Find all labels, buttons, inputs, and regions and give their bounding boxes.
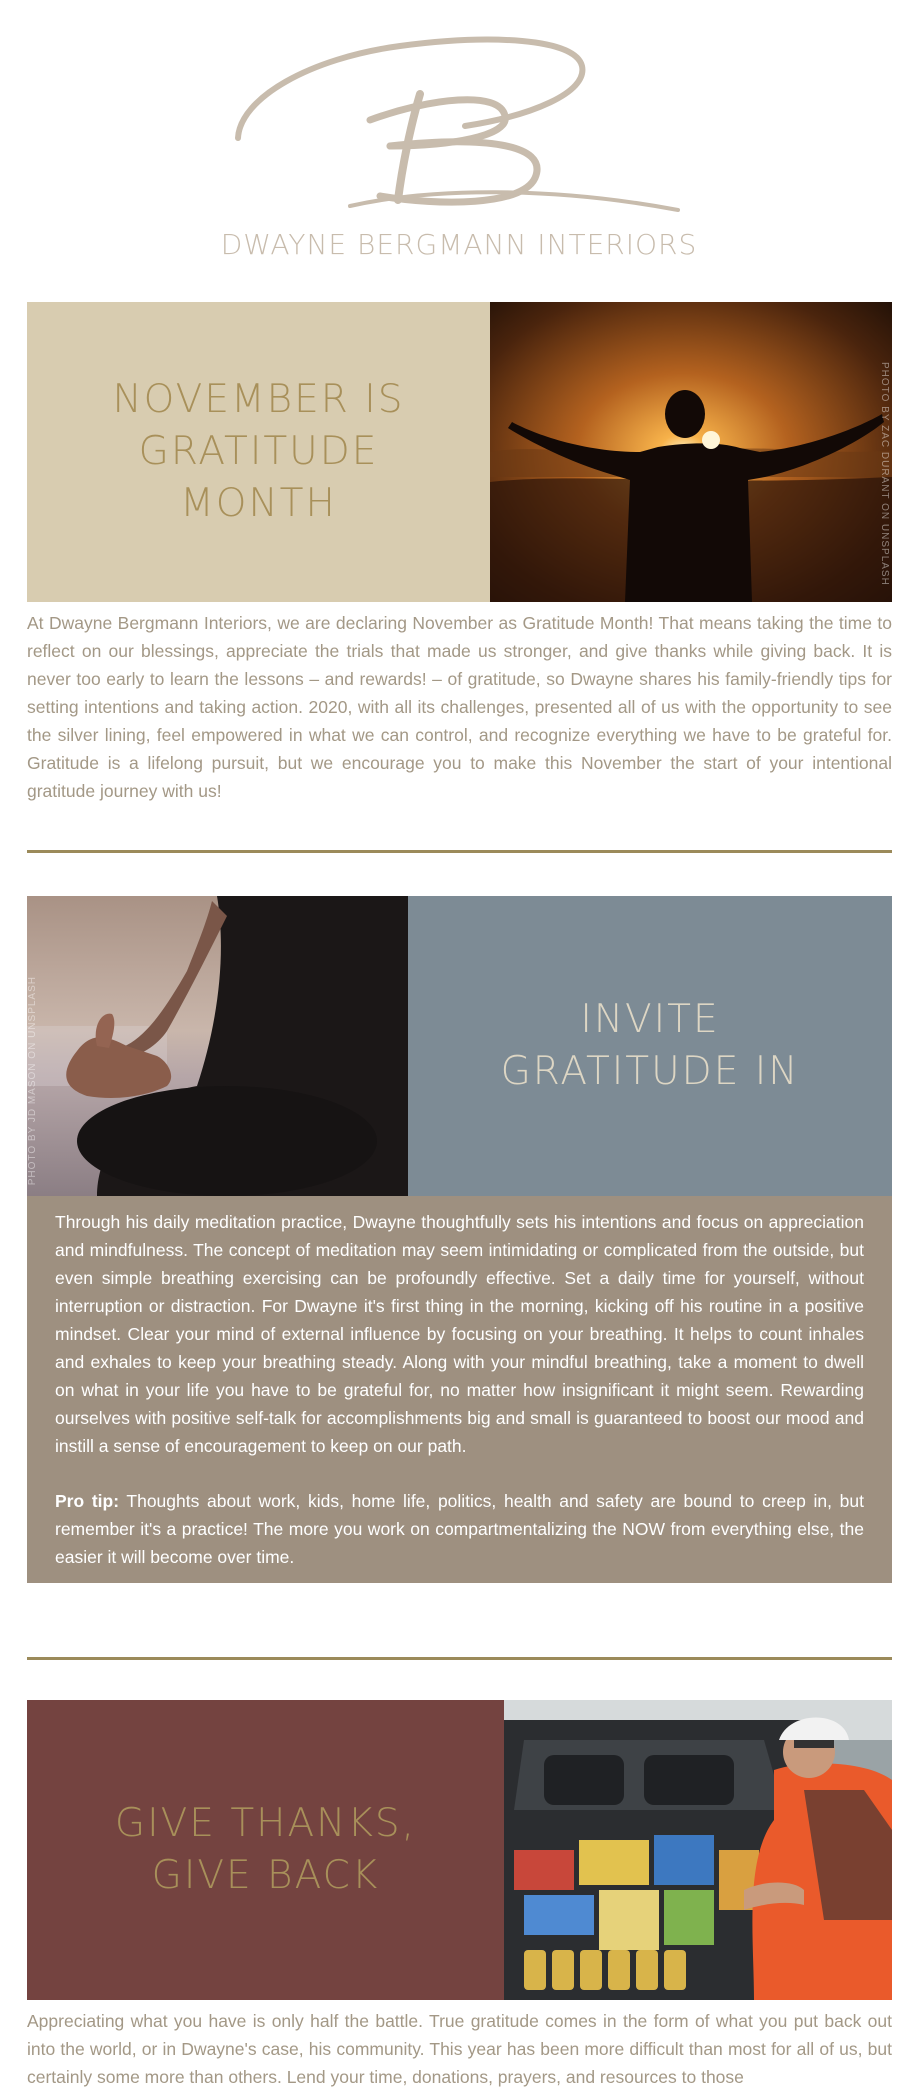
section-body: Appreciating what you have is only half the battle. True gratitude comes in the form of what you put back out into the world, or in Dwayne's case, his community. This year has been more difficult than most for all of us, but certainly some more than others. Lend your time, donations, prayers, and resources to those	[27, 2011, 892, 2087]
title-panel	[27, 1700, 504, 2000]
photo-credit: PHOTO BY ZAC DURANT ON UNSPLASH	[879, 362, 890, 586]
title-panel	[27, 302, 490, 602]
hero-give-back	[27, 1700, 892, 2000]
pro-tip-text: Thoughts about work, kids, home life, politics, health and safety are bound to creep in, but remember it's a practice! The more you work on compartmentalizing the NOW from everything else, the easier it will become over time.	[55, 1491, 864, 1567]
section-title: INVITE GRATITUDE IN	[500, 997, 800, 1094]
section-title: GIVE THANKS, GIVE BACK	[114, 1801, 417, 1898]
brand-name: DWAYNE BERGMANN INTERIORS	[220, 228, 698, 261]
hero-invite-gratitude	[27, 896, 892, 1196]
brand-logo[interactable]	[0, 0, 918, 280]
meditation-hand-photo	[27, 896, 408, 1196]
car-trunk-donations-photo	[504, 1700, 892, 2000]
give-back-section	[27, 1700, 892, 2091]
pro-tip-label: Pro tip:	[55, 1491, 120, 1511]
photo-credit: PHOTO BY JD MASON ON UNSPLASH	[27, 976, 38, 1186]
hero-gratitude-month	[27, 302, 892, 602]
section-title: NOVEMBER IS GRATITUDE MONTH	[112, 377, 405, 526]
silhouette-sunset-photo	[490, 302, 892, 602]
invite-gratitude-section	[27, 896, 892, 1583]
section-divider	[27, 850, 892, 853]
section-body: At Dwayne Bergmann Interiors, we are declaring November as Gratitude Month! That means taking the time to reflect on our blessings, appreciate the trials that made us stronger, and give thanks while giving back. It is never too early to learn the lessons – and rewards! – of gratitude, so Dwayne shares his family-friendly tips for setting intentions and taking action. 2020, with all its challenges, presented all of us with the opportunity to see the silver lining, feel empowered in what we can control, and recognize everything we have to be grateful for. Gratitude is a lifelong pursuit, but we encourage you to make this November the start of your intentional gratitude journey with us!	[27, 613, 892, 801]
monogram-b-icon	[230, 28, 690, 218]
title-panel	[408, 896, 892, 1196]
gratitude-month-section	[27, 302, 892, 805]
pro-tip	[55, 1487, 864, 1571]
section-body: Through his daily meditation practice, Dwayne thoughtfully sets his intentions and focus on appreciation and mindfulness. The concept of meditation may seem intimidating or complicated from the outside, but even simple breathing exercising can be profoundly effective. Set a daily time for yourself, without interruption or distraction. For Dwayne it's first thing in the morning, kicking off his routine in a positive mindset. Clear your mind of external influence by focusing on your breathing. It helps to count inhales and exhales to keep your breathing steady. Along with your mindful breathing, take a moment to dwell on what in your life you have to be grateful for, no matter how insignificant it might seem. Rewarding ourselves with positive self-talk for accomplishments big and small is guaranteed to boost our mood and instill a sense of encouragement to keep on our path.	[55, 1212, 864, 1456]
section-divider	[27, 1657, 892, 1660]
meditation-text-box	[27, 1196, 892, 1583]
